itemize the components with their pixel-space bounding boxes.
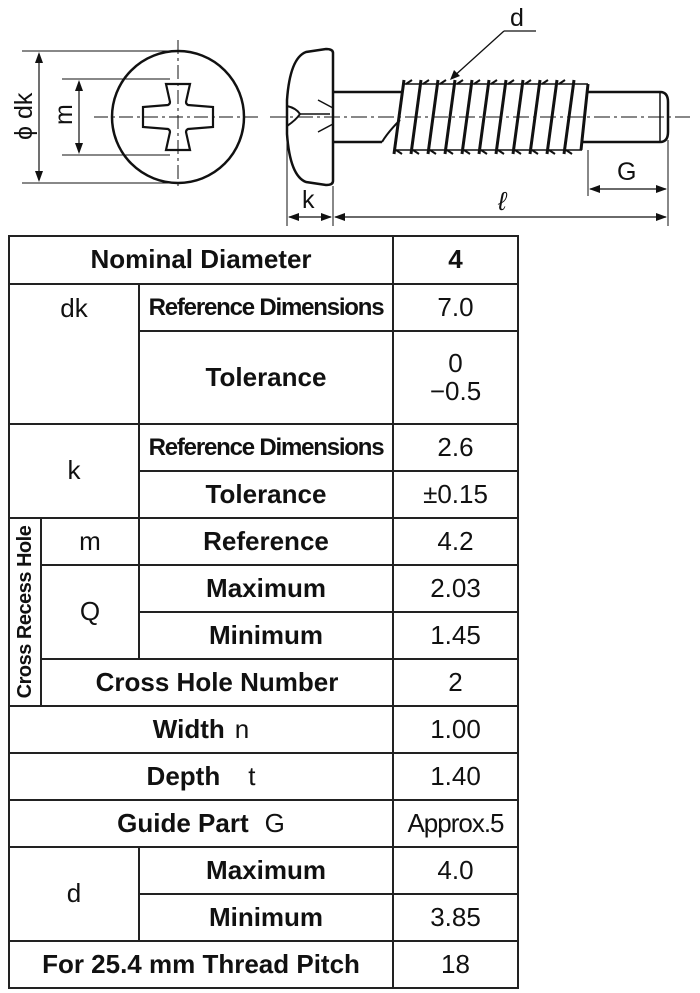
nominal-diameter-label: Nominal Diameter [9, 236, 393, 284]
row-k-ref [9, 424, 518, 471]
row-depth [9, 753, 518, 800]
dim-k [288, 213, 332, 221]
width-value: 1.00 [393, 706, 518, 753]
dk-tol-lower: −0.5 [429, 375, 482, 406]
guide-label: Guide Part [117, 807, 249, 838]
d-label: d [9, 847, 139, 941]
d-leader [450, 31, 536, 80]
row-nominal-diameter [9, 236, 518, 284]
label-m: m [50, 104, 78, 125]
width-symbol: n [234, 713, 250, 744]
nominal-diameter-value: 4 [393, 236, 518, 284]
cross-hole-number-label: Cross Hole Number [41, 659, 393, 706]
row-width [9, 706, 518, 753]
dk-tol-upper: 0 [448, 348, 463, 379]
row-cross-hole-number [9, 659, 518, 706]
depth-value: 1.40 [393, 753, 518, 800]
m-ref-value: 4.2 [393, 518, 518, 565]
dk-ref-value: 7.0 [393, 284, 518, 331]
cross-hole-number-value: 2 [393, 659, 518, 706]
d-max-label: Maximum [139, 847, 393, 894]
m-ref-label: Reference [139, 518, 393, 565]
label-d: d [510, 4, 524, 32]
cross-recess-group-label [9, 518, 41, 706]
q-min-label: Minimum [139, 612, 393, 659]
width-label: Width [152, 713, 225, 744]
q-label: Q [41, 565, 139, 659]
k-ref-value: 2.6 [393, 424, 518, 471]
width-label-cell [9, 706, 393, 753]
cross-recess-group-text: Cross Recess Hole [14, 525, 36, 699]
pitch-value: 18 [393, 941, 518, 988]
label-l: ℓ [498, 186, 507, 216]
row-dk-ref [9, 284, 518, 331]
label-k: k [302, 186, 315, 214]
dk-ref-label: Reference Dimensions [139, 284, 393, 331]
depth-label: Depth [146, 760, 221, 791]
q-max-value: 2.03 [393, 565, 518, 612]
guide-symbol: G [264, 807, 285, 838]
depth-label-cell [9, 753, 393, 800]
d-max-value: 4.0 [393, 847, 518, 894]
depth-symbol: t [248, 760, 256, 791]
dk-label: dk [9, 284, 139, 424]
dk-tol-label: Tolerance [139, 331, 393, 424]
k-ref-label: Reference Dimensions [139, 424, 393, 471]
row-q-max [9, 565, 518, 612]
row-thread-pitch [9, 941, 518, 988]
row-guide-part [9, 800, 518, 847]
label-G: G [617, 158, 637, 186]
k-tol-value: ±0.15 [393, 471, 518, 518]
k-label: k [9, 424, 139, 518]
pitch-label: For 25.4 mm Thread Pitch [9, 941, 393, 988]
guide-label-cell [9, 800, 393, 847]
m-label: m [41, 518, 139, 565]
q-max-label: Maximum [139, 565, 393, 612]
screw-technical-drawing [0, 0, 700, 232]
q-min-value: 1.45 [393, 612, 518, 659]
row-m-ref [9, 518, 518, 565]
k-tol-label: Tolerance [139, 471, 393, 518]
d-min-label: Minimum [139, 894, 393, 941]
row-d-max [9, 847, 518, 894]
label-dk: ϕ dk [10, 92, 38, 140]
dk-tol-value [393, 331, 518, 424]
d-min-value: 3.85 [393, 894, 518, 941]
guide-value: Approx.5 [393, 800, 518, 847]
dim-G [589, 185, 667, 193]
spec-table [8, 235, 519, 989]
